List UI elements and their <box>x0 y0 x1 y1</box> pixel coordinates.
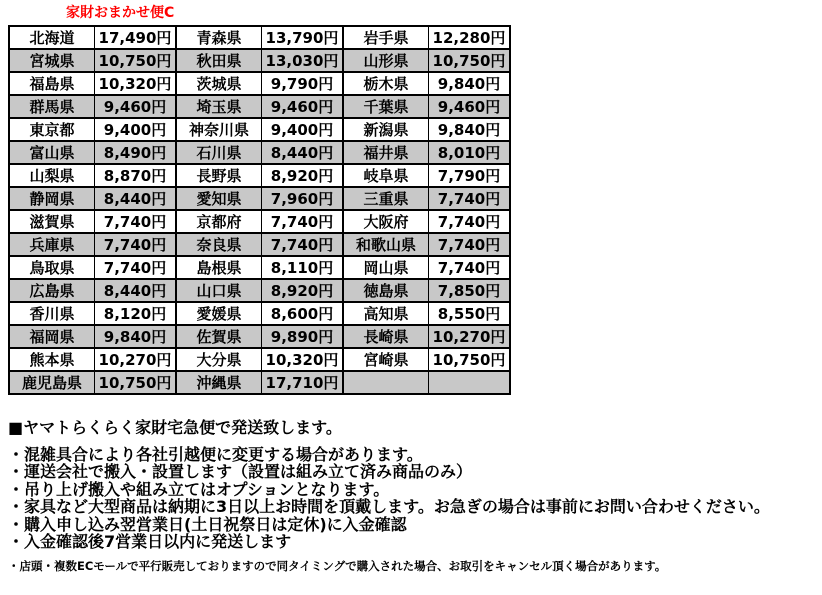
prefecture-cell: 兵庫県 <box>9 233 95 256</box>
price-cell: 12,280円 <box>429 26 511 49</box>
table-row <box>9 49 510 72</box>
shipping-service-title: 家財おまかせ便C <box>66 5 175 21</box>
prefecture-cell: 長野県 <box>176 164 262 187</box>
price-cell: 10,750円 <box>429 49 511 72</box>
table-row <box>9 26 510 49</box>
price-cell: 7,850円 <box>429 279 511 302</box>
table-row <box>9 325 510 348</box>
price-cell <box>429 371 511 394</box>
prefecture-cell: 熊本県 <box>9 348 95 371</box>
price-cell: 10,270円 <box>429 325 511 348</box>
table-row <box>9 371 510 394</box>
prefecture-cell: 秋田県 <box>176 49 262 72</box>
note-bullet: ・購入申し込み翌営業日(土日祝祭日は定休)に入金確認 <box>8 514 407 534</box>
price-cell: 17,490円 <box>95 26 177 49</box>
price-cell: 13,790円 <box>262 26 344 49</box>
price-cell: 9,400円 <box>262 118 344 141</box>
price-cell: 9,460円 <box>95 95 177 118</box>
prefecture-cell: 岩手県 <box>343 26 429 49</box>
prefecture-cell <box>343 371 429 394</box>
prefecture-cell: 滋賀県 <box>9 210 95 233</box>
prefecture-cell: 鹿児島県 <box>9 371 95 394</box>
price-cell: 7,740円 <box>429 187 511 210</box>
prefecture-cell: 北海道 <box>9 26 95 49</box>
table-row <box>9 72 510 95</box>
price-cell: 7,740円 <box>429 233 511 256</box>
price-cell: 7,740円 <box>95 256 177 279</box>
price-cell: 10,320円 <box>95 72 177 95</box>
price-cell: 8,870円 <box>95 164 177 187</box>
notes-bullet-list <box>8 446 770 550</box>
prefecture-cell: 沖縄県 <box>176 371 262 394</box>
price-cell: 17,710円 <box>262 371 344 394</box>
prefecture-cell: 島根県 <box>176 256 262 279</box>
price-cell: 8,490円 <box>95 141 177 164</box>
prefecture-cell: 奈良県 <box>176 233 262 256</box>
prefecture-cell: 静岡県 <box>9 187 95 210</box>
prefecture-cell: 栃木県 <box>343 72 429 95</box>
price-cell: 7,960円 <box>262 187 344 210</box>
table-row <box>9 256 510 279</box>
price-cell: 8,120円 <box>95 302 177 325</box>
prefecture-cell: 茨城県 <box>176 72 262 95</box>
prefecture-cell: 徳島県 <box>343 279 429 302</box>
table-row <box>9 210 510 233</box>
price-cell: 7,790円 <box>429 164 511 187</box>
prefecture-cell: 愛知県 <box>176 187 262 210</box>
price-table-body <box>9 26 510 394</box>
price-cell: 7,740円 <box>262 210 344 233</box>
price-cell: 8,550円 <box>429 302 511 325</box>
prefecture-cell: 和歌山県 <box>343 233 429 256</box>
price-cell: 10,270円 <box>95 348 177 371</box>
prefecture-cell: 山梨県 <box>9 164 95 187</box>
table-row <box>9 348 510 371</box>
price-cell: 7,740円 <box>429 210 511 233</box>
prefecture-cell: 千葉県 <box>343 95 429 118</box>
shipping-notes <box>8 419 770 573</box>
prefecture-cell: 長崎県 <box>343 325 429 348</box>
price-cell: 7,740円 <box>95 210 177 233</box>
price-cell: 8,110円 <box>262 256 344 279</box>
prefecture-cell: 石川県 <box>176 141 262 164</box>
prefecture-cell: 富山県 <box>9 141 95 164</box>
table-row <box>9 302 510 325</box>
prefecture-cell: 東京都 <box>9 118 95 141</box>
price-cell: 10,750円 <box>95 49 177 72</box>
prefecture-cell: 群馬県 <box>9 95 95 118</box>
prefecture-cell: 愛媛県 <box>176 302 262 325</box>
prefecture-cell: 宮城県 <box>9 49 95 72</box>
price-cell: 10,750円 <box>429 348 511 371</box>
prefecture-cell: 岐阜県 <box>343 164 429 187</box>
price-cell: 9,460円 <box>262 95 344 118</box>
notes-footnote: ・店頭・複数ECモールで平行販売しておりますので同タイミングで購入された場合、お取引をキャンセル頂く場合があります。 <box>8 559 667 574</box>
prefecture-cell: 大阪府 <box>343 210 429 233</box>
prefecture-cell: 神奈川県 <box>176 118 262 141</box>
prefecture-cell: 広島県 <box>9 279 95 302</box>
price-cell: 8,920円 <box>262 164 344 187</box>
table-row <box>9 164 510 187</box>
prefecture-cell: 高知県 <box>343 302 429 325</box>
note-bullet: ・混雑具合により各社引越便に変更する場合があります。 <box>8 445 423 464</box>
price-cell: 9,400円 <box>95 118 177 141</box>
shipping-price-table <box>8 25 511 395</box>
prefecture-cell: 香川県 <box>9 302 95 325</box>
price-cell: 7,740円 <box>95 233 177 256</box>
price-cell: 8,440円 <box>262 141 344 164</box>
note-bullet: ・家具など大型商品は納期に3日以上お時間を頂戴します。お急ぎの場合は事前にお問い合わせください。 <box>8 497 770 517</box>
price-cell: 9,840円 <box>429 118 511 141</box>
prefecture-cell: 福岡県 <box>9 325 95 348</box>
price-cell: 9,840円 <box>95 325 177 348</box>
notes-heading: ■ヤマトらくらく家財宅急便で発送致します。 <box>8 418 342 437</box>
price-cell: 8,010円 <box>429 141 511 164</box>
prefecture-cell: 山口県 <box>176 279 262 302</box>
prefecture-cell: 鳥取県 <box>9 256 95 279</box>
prefecture-cell: 佐賀県 <box>176 325 262 348</box>
prefecture-cell: 三重県 <box>343 187 429 210</box>
price-cell: 8,440円 <box>95 279 177 302</box>
table-row <box>9 187 510 210</box>
price-cell: 10,320円 <box>262 348 344 371</box>
note-bullet: ・入金確認後7営業日以内に発送します <box>8 532 292 552</box>
prefecture-cell: 青森県 <box>176 26 262 49</box>
prefecture-cell: 京都府 <box>176 210 262 233</box>
prefecture-cell: 大分県 <box>176 348 262 371</box>
prefecture-cell: 福井県 <box>343 141 429 164</box>
prefecture-cell: 岡山県 <box>343 256 429 279</box>
note-bullet: ・吊り上げ搬入や組み立てはオプションとなります。 <box>8 479 390 499</box>
table-row <box>9 233 510 256</box>
price-cell: 7,740円 <box>429 256 511 279</box>
price-cell: 13,030円 <box>262 49 344 72</box>
prefecture-cell: 宮崎県 <box>343 348 429 371</box>
price-cell: 9,790円 <box>262 72 344 95</box>
price-cell: 10,750円 <box>95 371 177 394</box>
price-cell: 9,840円 <box>429 72 511 95</box>
prefecture-cell: 福島県 <box>9 72 95 95</box>
prefecture-cell: 埼玉県 <box>176 95 262 118</box>
price-cell: 8,920円 <box>262 279 344 302</box>
price-cell: 7,740円 <box>262 233 344 256</box>
note-bullet: ・運送会社で搬入・設置します（設置は組み立て済み商品のみ） <box>8 462 473 482</box>
prefecture-cell: 新潟県 <box>343 118 429 141</box>
price-cell: 9,890円 <box>262 325 344 348</box>
price-cell: 9,460円 <box>429 95 511 118</box>
table-row <box>9 118 510 141</box>
price-cell: 8,600円 <box>262 302 344 325</box>
table-row <box>9 279 510 302</box>
table-row <box>9 95 510 118</box>
prefecture-cell: 山形県 <box>343 49 429 72</box>
price-cell: 8,440円 <box>95 187 177 210</box>
table-row <box>9 141 510 164</box>
